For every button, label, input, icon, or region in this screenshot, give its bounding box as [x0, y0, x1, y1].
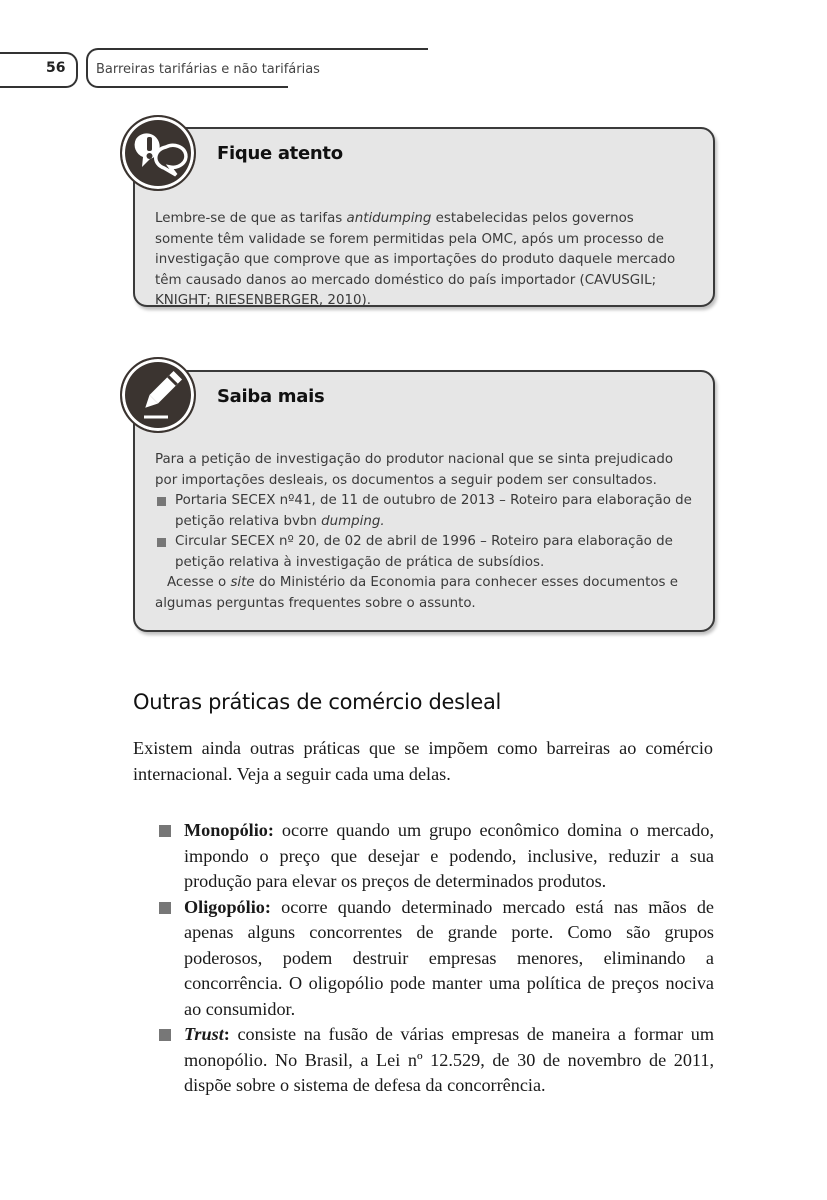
list-item [155, 532, 695, 573]
outro-end: do Ministério da Economia para conhecer esses documentos e algumas perguntas frequentes sobre o assunto. [155, 575, 679, 611]
term-monopolio: Monopólio: [184, 820, 274, 840]
attention-box [133, 127, 715, 307]
section-title: Outras práticas de comércio desleal [133, 690, 502, 714]
section-intro: Existem ainda outras práticas que se impõem como barreiras ao comércio internacional. Veja a seguir cada uma delas. [133, 738, 713, 784]
more-info-item2-text: Circular SECEX nº 20, de 02 de abril de 1996 – Roteiro para elaboração de petição relativa à investigação de prática de subsídios. [175, 534, 673, 570]
term-trust: Trust [184, 1024, 224, 1044]
pencil-icon [120, 357, 196, 433]
attention-text-end: estabelecidas pelos governos somente têm validade se forem permitidas pela OMC, após um processo de investigação que comprove que as importações do produto daquele mercado têm causado danos ao mercado doméstico do país importador (CAVUSGIL; KNIGHT; RIESENBERGER, 2010). [155, 211, 676, 308]
more-info-outro [155, 573, 695, 614]
attention-text-italic: antidumping [346, 211, 432, 226]
page-header [0, 48, 430, 88]
speech-bubbles-exclamation-icon [120, 115, 196, 191]
outro-start: Acesse o [167, 575, 231, 590]
term-trust-colon: : [223, 1024, 230, 1044]
more-info-item1-italic: dumping. [321, 513, 385, 529]
more-info-list [155, 491, 695, 573]
more-info-intro: Para a petição de investigação do produtor nacional que se sinta prejudicado por importações desleais, os documentos a seguir podem ser consultados. [155, 452, 674, 488]
term-oligopolio: Oligopólio: [184, 896, 271, 917]
attention-box-text [155, 209, 695, 312]
list-item [158, 818, 714, 895]
definition-trust: consiste na fusão de várias empresas de maneira a formar um monopólio. No Brasil, a Lei nº 12.529, de 30 de novembro de 2011, dispõe sobre o sistema de defesa da concorrência. [184, 1024, 714, 1095]
page-number-frame [0, 52, 78, 88]
attention-text-start: Lembre-se de que as tarifas [155, 211, 347, 226]
definition-monopolio: ocorre quando um grupo econômico domina o mercado, impondo o preço que desejar e podendo, inclusive, reduzir a sua produção para elevar os preços de determinados produtos. [184, 820, 714, 891]
more-info-box-title: Saiba mais [217, 386, 325, 407]
list-item [158, 895, 714, 1023]
page-number: 56 [46, 60, 66, 76]
running-title: Barreiras tarifárias e não tarifárias [96, 62, 320, 77]
more-info-box [133, 370, 715, 632]
list-item [155, 491, 695, 532]
more-info-box-text [155, 450, 695, 614]
definition-oligopolio: ocorre quando determinado mercado está nas mãos de apenas alguns concorrentes de grande porte. Como são grupos poderosos, podem destruir empresas menores, eliminando a concorrência. O oligopólio pode manter uma política de preços nociva ao consumidor. [184, 896, 714, 1019]
outro-italic: site [230, 575, 255, 590]
attention-box-title: Fique atento [217, 143, 343, 164]
practices-list [158, 818, 714, 1099]
list-item [158, 1022, 714, 1099]
more-info-item1-text: Portaria SECEX nº41, de 11 de outubro de 2013 – Roteiro para elaboração de petição relativa bvbn [175, 493, 692, 529]
